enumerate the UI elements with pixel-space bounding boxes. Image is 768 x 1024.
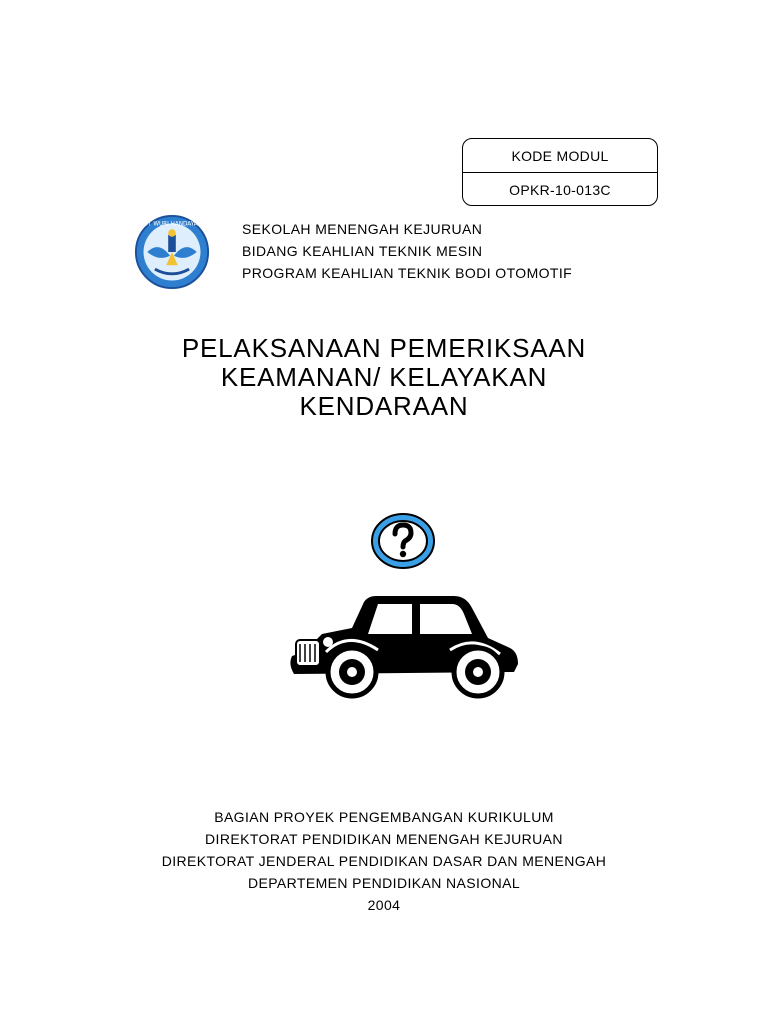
school-line-1: SEKOLAH MENENGAH KEJURUAN — [242, 221, 483, 237]
tut-wuri-handayani-emblem-icon — [134, 214, 210, 290]
question-mark-icon — [370, 512, 436, 570]
footer-line-4: DEPARTEMEN PENDIDIKAN NASIONAL — [247, 875, 521, 891]
footer-line-1: BAGIAN PROYEK PENGEMBANGAN KURIKULUM — [214, 809, 554, 825]
school-info — [242, 218, 572, 284]
document-title — [0, 334, 768, 421]
footer-line-2: DIREKTORAT PENDIDIKAN MENENGAH KEJURUAN — [205, 831, 563, 847]
kode-modul-code: OPKR-10-013C — [509, 181, 611, 198]
vintage-car-icon — [282, 590, 522, 700]
title-line-1: PELAKSANAAN PEMERIKSAAN — [181, 333, 587, 363]
footer-line-3: DIREKTORAT JENDERAL PENDIDIKAN DASAR DAN MENENGAH — [161, 853, 607, 869]
publisher-info — [0, 806, 768, 916]
title-line-3: KENDARAAN — [299, 391, 469, 421]
school-line-2: BIDANG KEAHLIAN TEKNIK MESIN — [242, 243, 483, 259]
kode-modul-label: KODE MODUL — [463, 139, 657, 173]
title-line-2: KEAMANAN/ KELAYAKAN — [220, 362, 548, 392]
logo-motto: TUT WURI HANDAYANI — [140, 221, 204, 228]
publication-year: 2004 — [367, 897, 401, 913]
kode-modul-box — [462, 138, 658, 206]
school-line-3: PROGRAM KEAHLIAN TEKNIK BODI OTOMOTIF — [242, 265, 573, 281]
